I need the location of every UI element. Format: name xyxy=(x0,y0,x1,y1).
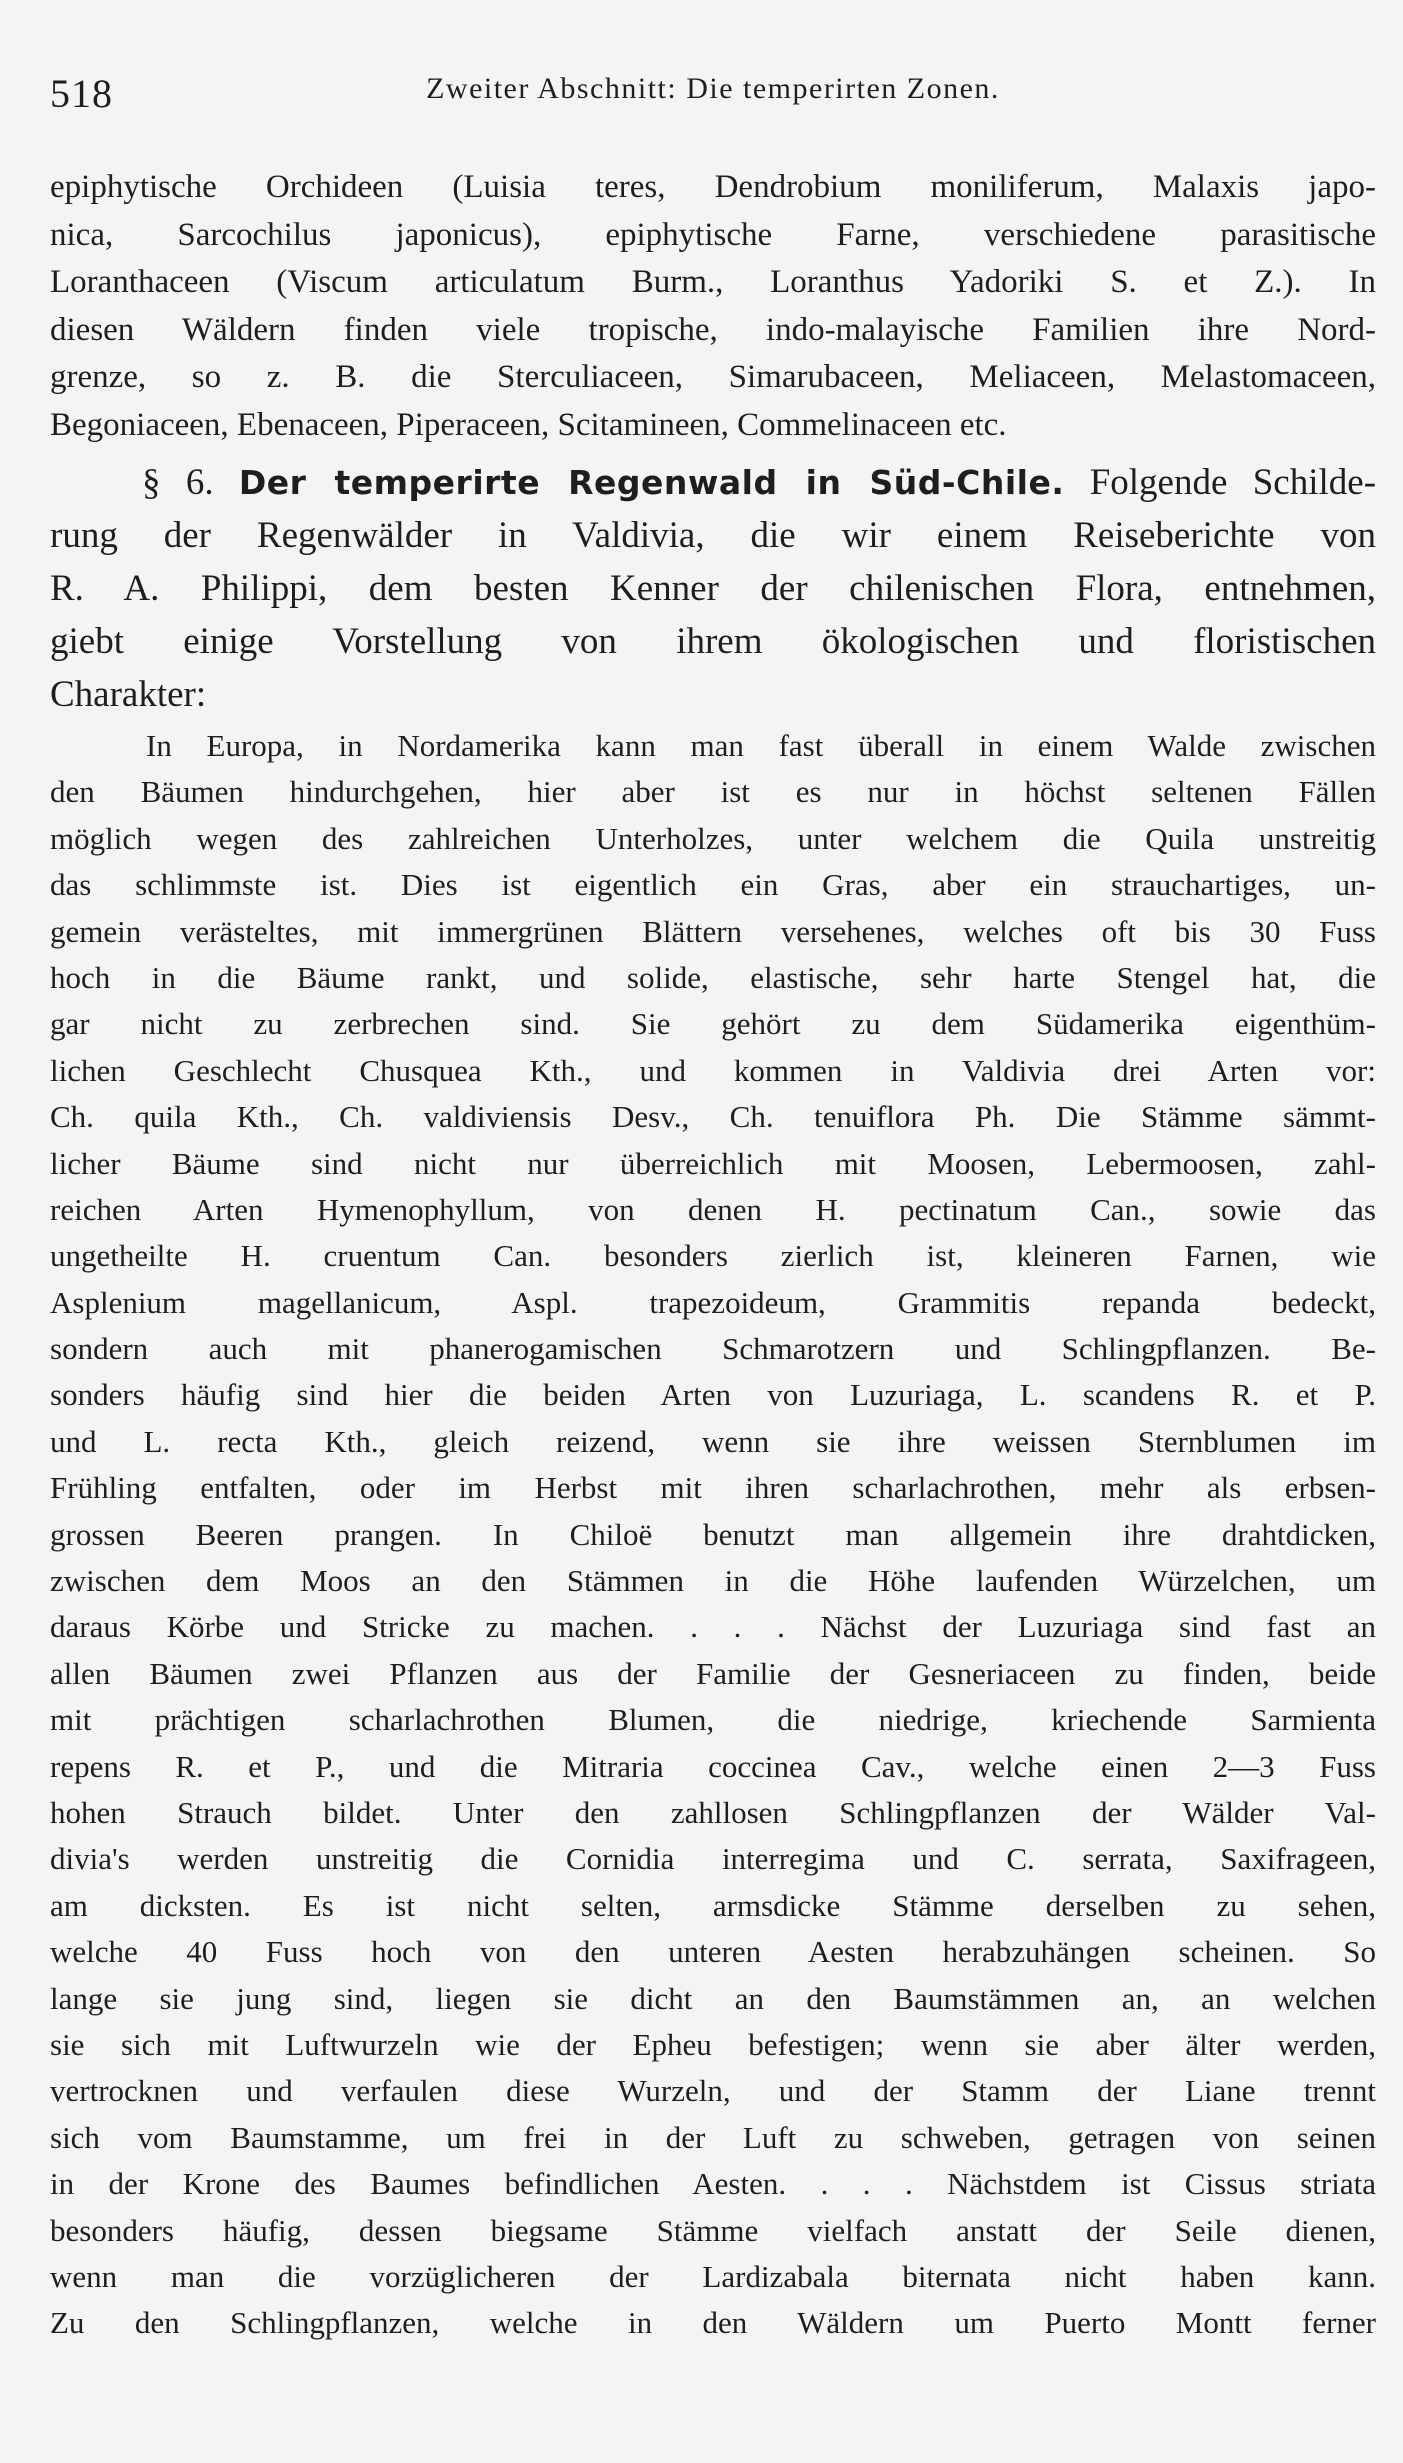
text-line: Asplenium magellanicum, Aspl. trapezoideum, Grammitis repanda bedeckt, xyxy=(50,1284,1376,1320)
text-line: vertrocknen und verfaulen diese Wurzeln, und der Stamm der Liane trennt xyxy=(50,2073,1376,2109)
text-line: Ch. quila Kth., Ch. valdiviensis Desv., Ch. tenuiflora Ph. Die Stämme sämmt- xyxy=(50,1099,1376,1135)
text-line: gemein verästeltes, mit immergrünen Blättern versehenes, welches oft bis 30 Fuss xyxy=(50,913,1376,949)
text-line: epiphytische Orchideen (Luisia teres, Dendrobium moniliferum, Malaxis japo- xyxy=(50,169,1376,205)
text-line: und L. recta Kth., gleich reizend, wenn sie ihre weissen Sternblumen im xyxy=(50,1423,1376,1459)
text-line: welche 40 Fuss hoch von den unteren Aesten herabzuhängen scheinen. So xyxy=(50,1934,1376,1970)
text-line: sonders häufig sind hier die beiden Arten von Luzuriaga, L. scandens R. et P. xyxy=(50,1377,1376,1413)
quoted-passage xyxy=(50,723,1376,2347)
text-line: möglich wegen des zahlreichen Unterholzes, unter welchem die Quila unstreitig xyxy=(50,820,1376,856)
text-line: diesen Wäldern finden viele tropische, indo-malayische Familien ihre Nord- xyxy=(50,311,1376,348)
text-line: Frühling entfalten, oder im Herbst mit ihren scharlachrothen, mehr als erbsen- xyxy=(50,1470,1376,1506)
text-line: in der Krone des Baumes befindlichen Aesten. . . . Nächstdem ist Cissus striata xyxy=(50,2166,1376,2202)
section-6 xyxy=(50,456,1376,721)
text-line: nica, Sarcochilus japonicus), epiphytische Farne, verschiedene parasitische xyxy=(50,216,1376,253)
text-line: hohen Strauch bildet. Unter den zahllosen Schlingpflanzen der Wälder Val- xyxy=(50,1794,1376,1830)
text-line: sich vom Baumstamme, um frei in der Luft zu schweben, getragen von seinen xyxy=(50,2119,1376,2155)
section-number: § 6. xyxy=(142,462,214,503)
book-page xyxy=(50,60,1376,2347)
text-line: am dicksten. Es ist nicht selten, armsdicke Stämme derselben zu sehen, xyxy=(50,1887,1376,1923)
text-line: daraus Körbe und Stricke zu machen. . . . Nächst der Luzuriaga sind fast an xyxy=(50,1609,1376,1645)
text-line: Loranthaceen (Viscum articulatum Burm., Loranthus Yadoriki S. et Z.). In xyxy=(50,264,1376,300)
page-number: 518 xyxy=(50,71,113,116)
text-line: divia's werden unstreitig die Cornidia interregima und C. serrata, Saxifrageen, xyxy=(50,1841,1376,1877)
text-line: Begoniaceen, Ebenaceen, Piperaceen, Scitamineen, Commelinaceen etc. xyxy=(50,406,1007,443)
section-heading-line xyxy=(50,456,1376,509)
text-line: In Europa, in Nordamerika kann man fast überall in einem Walde zwischen xyxy=(146,728,1376,763)
text-line: R. A. Philippi, dem besten Kenner der chilenischen Flora, entnehmen, xyxy=(50,568,1376,609)
text-line: den Bäumen hindurchgehen, hier aber ist es nur in höchst seltenen Fällen xyxy=(50,774,1376,810)
text-line: lichen Geschlecht Chusquea Kth., und kommen in Valdivia drei Arten vor: xyxy=(50,1052,1376,1088)
text-line: repens R. et P., und die Mitraria coccinea Cav., welche einen 2—3 Fuss xyxy=(50,1748,1376,1784)
text-line: mit prächtigen scharlachrothen Blumen, die niedrige, kriechende Sarmienta xyxy=(50,1702,1376,1738)
section-heading: Der temperirte Regenwald in Süd-Chile. xyxy=(238,463,1065,502)
text-line: sondern auch mit phanerogamischen Schmarotzern und Schlingpflanzen. Be- xyxy=(50,1331,1376,1367)
text-line: allen Bäumen zwei Pflanzen aus der Familie der Gesneriaceen zu finden, beide xyxy=(50,1655,1376,1691)
text-line: gar nicht zu zerbrechen sind. Sie gehört zu dem Südamerika eigenthüm- xyxy=(50,1006,1376,1042)
text-line: Zu den Schlingpflanzen, welche in den Wäldern um Puerto Montt ferner xyxy=(50,2305,1376,2341)
text-line: lange sie jung sind, liegen sie dicht an den Baumstämmen an, an welchen xyxy=(50,1980,1376,2016)
text-line: das schlimmste ist. Dies ist eigentlich ein Gras, aber ein strauchartiges, un- xyxy=(50,867,1376,903)
text-line: grenze, so z. B. die Sterculiaceen, Simarubaceen, Meliaceen, Melastomaceen, xyxy=(50,359,1376,395)
text-line: Folgende Schilde- xyxy=(1089,462,1376,503)
intro-paragraph xyxy=(50,164,1376,449)
text-line: grossen Beeren prangen. In Chiloë benutzt man allgemein ihre drahtdicken, xyxy=(50,1516,1376,1552)
text-line: giebt einige Vorstellung von ihrem ökologischen und floristischen xyxy=(50,621,1376,662)
running-title: Zweiter Abschnitt: Die temperirten Zonen. xyxy=(426,72,1000,105)
text-line: zwischen dem Moos an den Stämmen in die Höhe laufenden Würzelchen, um xyxy=(50,1563,1376,1599)
text-line: hoch in die Bäume rankt, und solide, elastische, sehr harte Stengel hat, die xyxy=(50,959,1376,995)
text-line: reichen Arten Hymenophyllum, von denen H. pectinatum Can., sowie das xyxy=(50,1191,1376,1227)
text-line: sie sich mit Luftwurzeln wie der Epheu befestigen; wenn sie aber älter werden, xyxy=(50,2026,1376,2062)
text-line: Charakter: xyxy=(50,674,207,715)
text-line: besonders häufig, dessen biegsame Stämme vielfach anstatt der Seile dienen, xyxy=(50,2212,1376,2248)
text-line: rung der Regenwälder in Valdivia, die wir einem Reiseberichte von xyxy=(50,515,1376,556)
text-line: ungetheilte H. cruentum Can. besonders zierlich ist, kleineren Farnen, wie xyxy=(50,1238,1376,1274)
text-line: wenn man die vorzüglicheren der Lardizabala biternata nicht haben kann. xyxy=(50,2258,1376,2294)
running-head xyxy=(50,60,1376,120)
text-line: licher Bäume sind nicht nur überreichlich mit Moosen, Lebermoosen, zahl- xyxy=(50,1145,1376,1181)
